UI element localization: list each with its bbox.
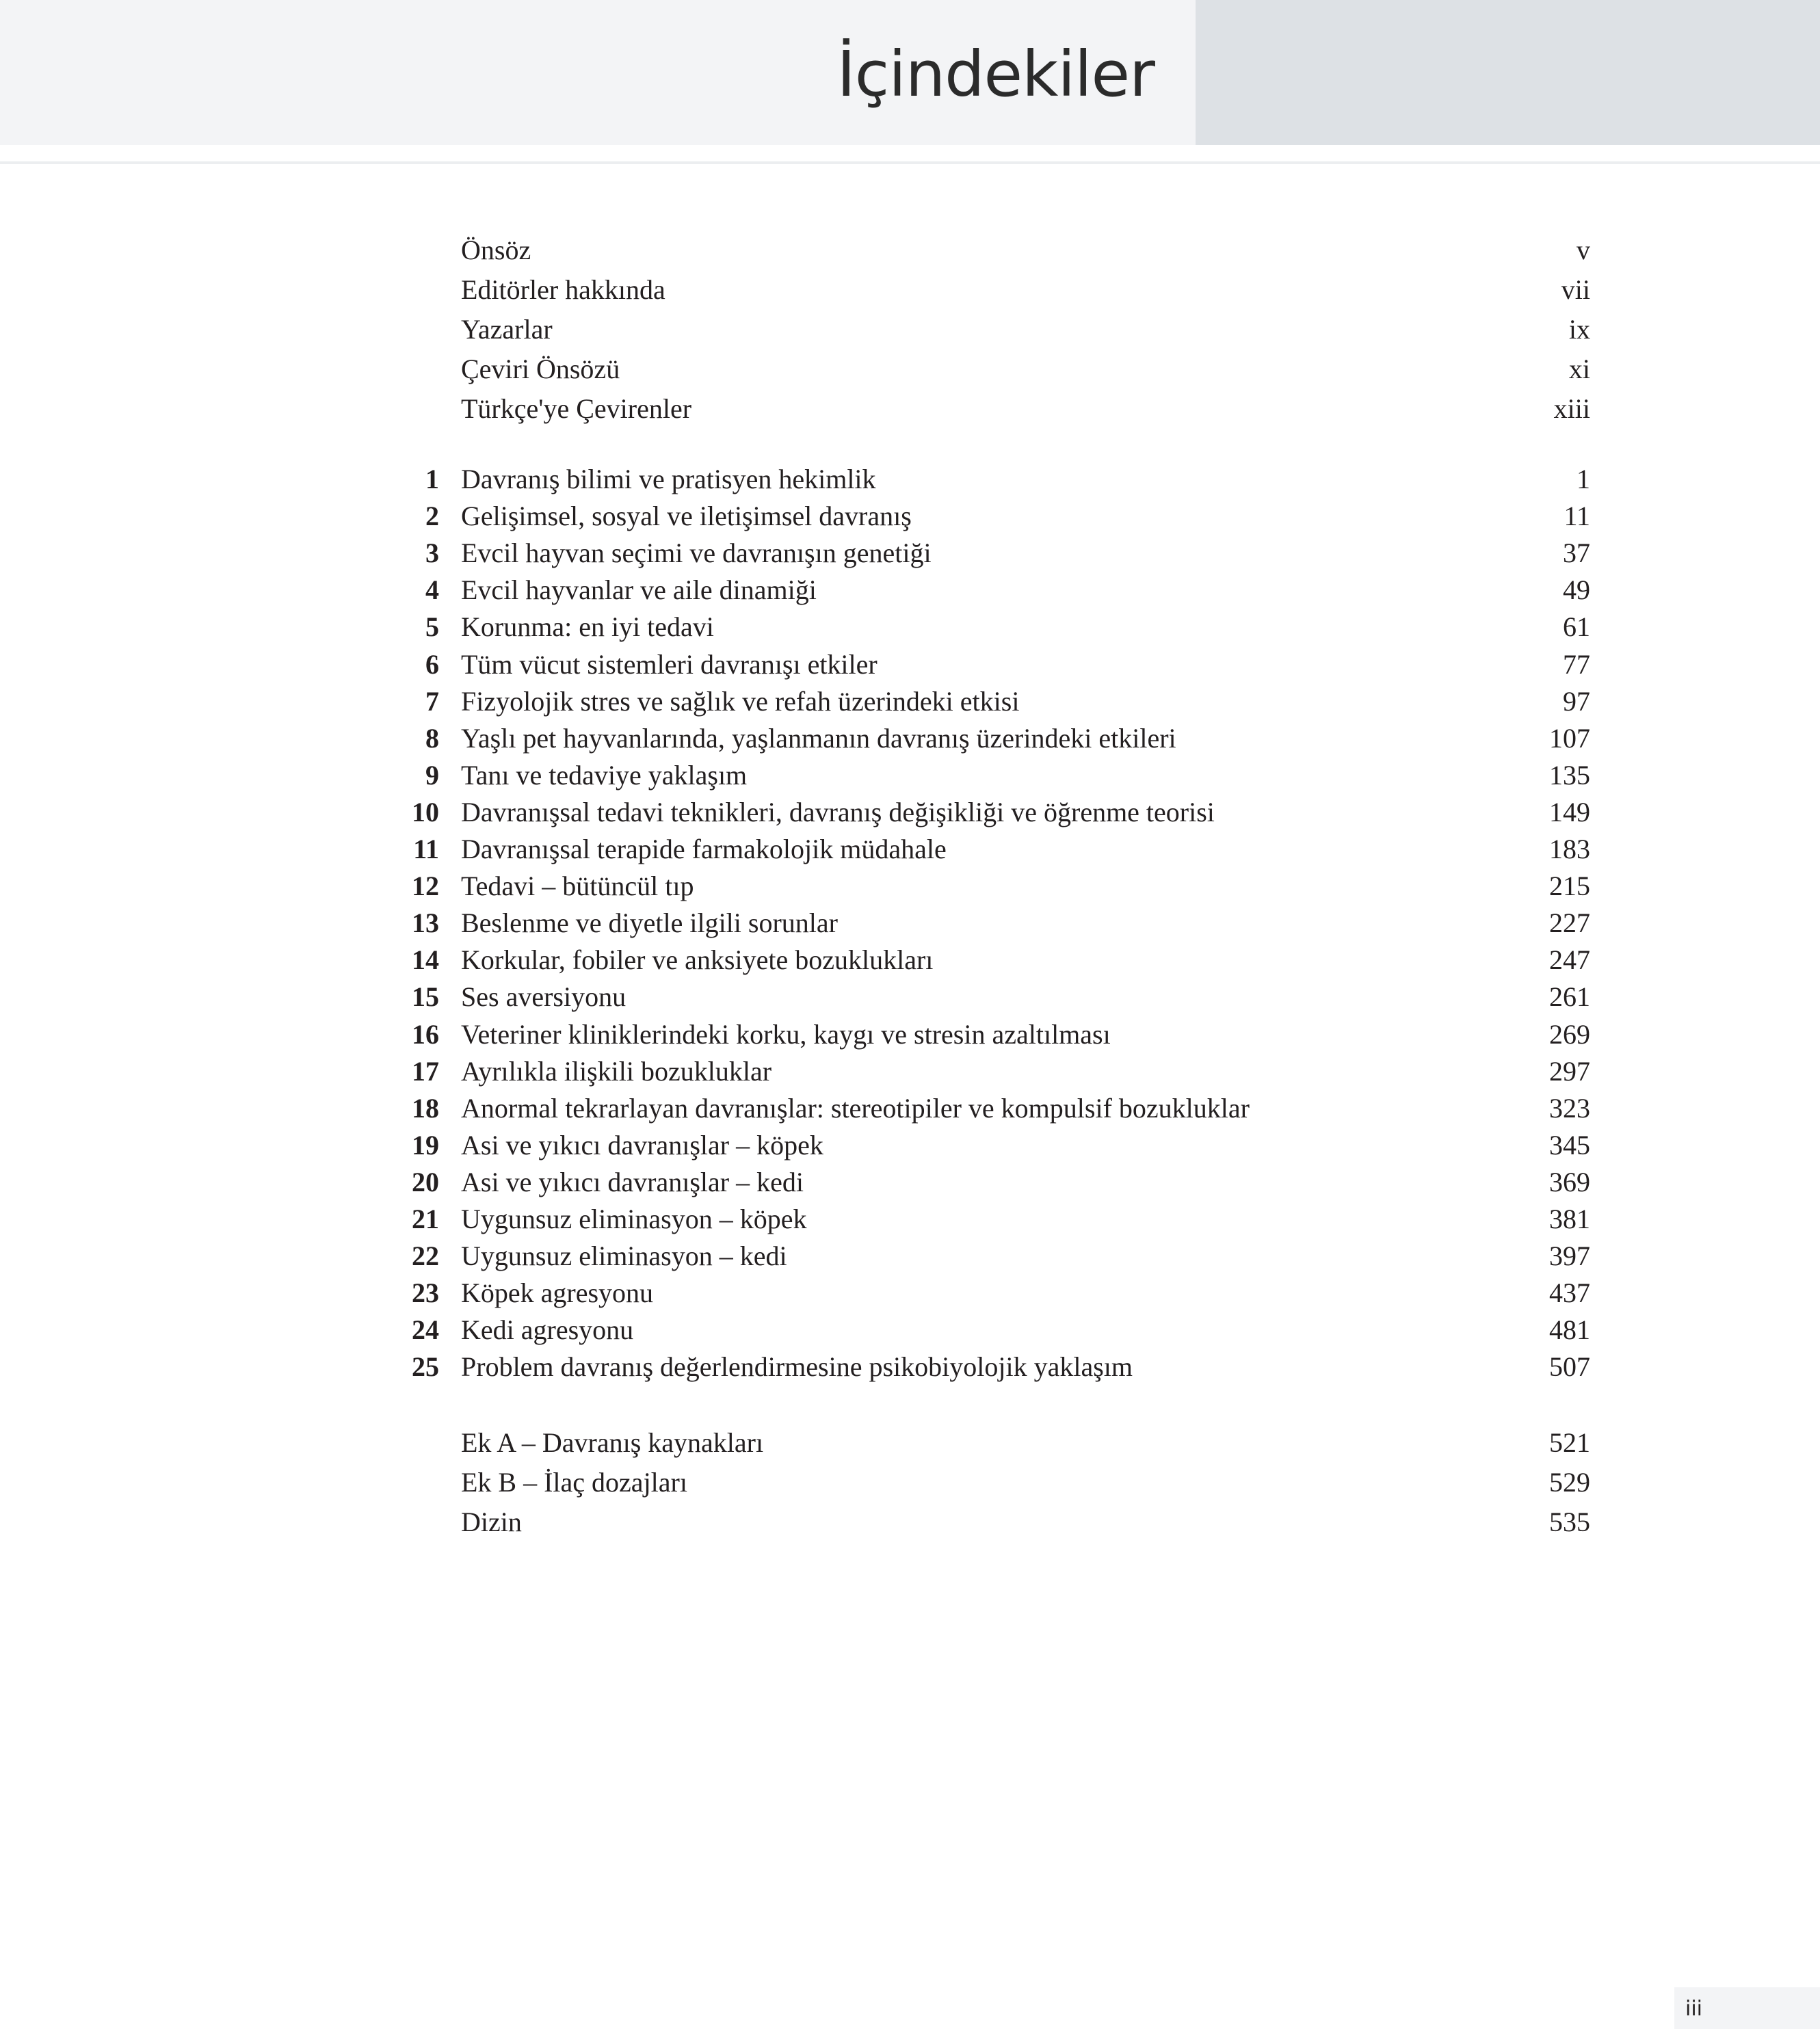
chapter-number: 9 xyxy=(425,759,439,791)
toc-chapter-row[interactable] xyxy=(383,941,1590,979)
entry-page-number: 11 xyxy=(1564,501,1590,532)
entry-page-number: xi xyxy=(1568,354,1590,384)
toc-chapter-row[interactable] xyxy=(383,978,1590,1016)
chapter-number: 14 xyxy=(412,944,439,976)
chapter-number: 22 xyxy=(412,1241,439,1272)
toc-entry-row[interactable] xyxy=(383,271,1590,309)
entry-title: Davranışsal tedavi teknikleri, davranış değişikliği ve öğrenme teorisi xyxy=(461,796,1215,827)
entry-page-number: 49 xyxy=(1563,574,1590,606)
entry-title: Yazarlar xyxy=(461,314,553,345)
entry-title: Dizin xyxy=(461,1507,522,1537)
chapter-number: 8 xyxy=(425,722,439,754)
header-band xyxy=(0,0,1820,145)
entry-page-number: 521 xyxy=(1549,1427,1590,1458)
chapter-number: 18 xyxy=(412,1092,439,1124)
entry-page-number: 215 xyxy=(1549,871,1590,902)
entry-page-number: 149 xyxy=(1549,796,1590,827)
entry-page-number: 437 xyxy=(1549,1277,1590,1309)
chapter-number: 3 xyxy=(425,538,439,569)
chapter-number: 25 xyxy=(412,1351,439,1383)
chapter-number: 20 xyxy=(412,1166,439,1197)
entry-page-number: 37 xyxy=(1563,538,1590,569)
chapter-number: 5 xyxy=(425,611,439,643)
toc-entry-row[interactable] xyxy=(383,231,1590,269)
chapter-number: 12 xyxy=(412,871,439,902)
toc-chapter-row[interactable] xyxy=(383,756,1590,795)
chapter-number: 2 xyxy=(425,501,439,532)
toc-entry-row[interactable] xyxy=(383,1463,1590,1502)
entry-page-number: 183 xyxy=(1549,834,1590,864)
entry-page-number: 227 xyxy=(1549,907,1590,939)
entry-page-number: 297 xyxy=(1549,1055,1590,1087)
entry-page-number: 535 xyxy=(1549,1507,1590,1537)
toc-entry-row[interactable] xyxy=(383,350,1590,388)
entry-page-number: 323 xyxy=(1549,1092,1590,1124)
entry-page-number: 529 xyxy=(1549,1467,1590,1498)
entry-title: Ayrılıkla ilişkili bozukluklar xyxy=(461,1055,772,1087)
chapter-number: 24 xyxy=(412,1314,439,1346)
page-title: İçindekiler xyxy=(836,38,1155,111)
toc-chapter-row[interactable] xyxy=(383,460,1590,499)
toc-entry-row[interactable] xyxy=(383,310,1590,349)
chapter-number: 11 xyxy=(413,834,439,864)
entry-title: Uygunsuz eliminasyon – köpek xyxy=(461,1204,807,1234)
entry-page-number: 247 xyxy=(1549,944,1590,976)
entry-title: Beslenme ve diyetle ilgili sorunlar xyxy=(461,907,838,939)
entry-title: Asi ve yıkıcı davranışlar – köpek xyxy=(461,1129,823,1161)
entry-title: Tanı ve tedaviye yaklaşım xyxy=(461,759,748,791)
toc-chapter-row[interactable] xyxy=(383,867,1590,905)
toc-chapter-row[interactable] xyxy=(383,1311,1590,1349)
entry-page-number: 269 xyxy=(1549,1018,1590,1050)
entry-page-number: 507 xyxy=(1549,1351,1590,1383)
chapter-number: 23 xyxy=(412,1277,439,1309)
entry-title: Tüm vücut sistemleri davranışı etkiler xyxy=(461,648,878,680)
page-number: iii xyxy=(1685,1997,1703,2021)
chapter-number: 19 xyxy=(412,1129,439,1161)
entry-page-number: 77 xyxy=(1563,648,1590,680)
entry-title: Köpek agresyonu xyxy=(461,1277,654,1309)
entry-page-number: xiii xyxy=(1553,393,1590,424)
chapter-number: 1 xyxy=(425,464,439,494)
entry-page-number: 397 xyxy=(1549,1241,1590,1272)
toc-chapter-row[interactable] xyxy=(383,608,1590,646)
toc-entry-row[interactable] xyxy=(383,1503,1590,1541)
toc-chapter-row[interactable] xyxy=(383,904,1590,942)
toc-chapter-row[interactable] xyxy=(383,793,1590,832)
header-divider xyxy=(0,161,1820,164)
chapter-number: 16 xyxy=(412,1018,439,1050)
chapter-number: 15 xyxy=(412,981,439,1013)
toc-chapter-row[interactable] xyxy=(383,1089,1590,1128)
entry-title: Ek A – Davranış kaynakları xyxy=(461,1427,764,1458)
toc-chapter-row[interactable] xyxy=(383,719,1590,758)
entry-title: Tedavi – bütüncül tıp xyxy=(461,871,694,902)
entry-title: Uygunsuz eliminasyon – kedi xyxy=(461,1241,787,1272)
toc-chapter-row[interactable] xyxy=(383,1274,1590,1312)
toc-chapter-row[interactable] xyxy=(383,497,1590,535)
entry-title: Evcil hayvan seçimi ve davranışın genetiği xyxy=(461,538,932,569)
chapter-number: 4 xyxy=(425,574,439,606)
chapter-number: 10 xyxy=(412,796,439,827)
toc-chapter-row[interactable] xyxy=(383,682,1590,721)
entry-title: Problem davranış değerlendirmesine psikobiyolojik yaklaşım xyxy=(461,1351,1133,1383)
entry-page-number: 369 xyxy=(1549,1166,1590,1197)
entry-page-number: 381 xyxy=(1549,1204,1590,1234)
entry-title: Editörler hakkında xyxy=(461,274,665,305)
entry-page-number: vii xyxy=(1561,274,1590,305)
header-dark-panel xyxy=(1196,0,1820,145)
chapter-number: 7 xyxy=(425,685,439,717)
toc-entry-row[interactable] xyxy=(383,1424,1590,1462)
chapter-number: 13 xyxy=(412,907,439,939)
toc-chapter-row[interactable] xyxy=(383,1348,1590,1386)
chapter-number: 6 xyxy=(425,648,439,680)
entry-title: Türkçe'ye Çevirenler xyxy=(461,393,692,424)
entry-title: Korunma: en iyi tedavi xyxy=(461,611,714,643)
entry-page-number: 107 xyxy=(1549,722,1590,754)
entry-title: Gelişimsel, sosyal ve iletişimsel davranış xyxy=(461,501,912,532)
toc-chapter-row[interactable] xyxy=(383,571,1590,609)
toc-chapter-row[interactable] xyxy=(383,830,1590,868)
entry-page-number: ix xyxy=(1568,314,1590,345)
toc-chapter-row[interactable] xyxy=(383,1052,1590,1091)
entry-title: Evcil hayvanlar ve aile dinamiği xyxy=(461,574,817,606)
entry-title: Asi ve yıkıcı davranışlar – kedi xyxy=(461,1166,804,1197)
entry-page-number: 97 xyxy=(1563,685,1590,717)
toc-chapter-row[interactable] xyxy=(383,646,1590,684)
toc-chapter-row[interactable] xyxy=(383,534,1590,572)
entry-title: Kedi agresyonu xyxy=(461,1314,634,1346)
entry-page-number: v xyxy=(1577,235,1590,265)
entry-title: Ses aversiyonu xyxy=(461,981,627,1013)
toc-chapter-row[interactable] xyxy=(383,1237,1590,1275)
entry-title: Korkular, fobiler ve anksiyete bozuklukları xyxy=(461,944,934,976)
chapter-number: 17 xyxy=(412,1055,439,1087)
entry-page-number: 135 xyxy=(1549,759,1590,791)
entry-title: Anormal tekrarlayan davranışlar: stereotipiler ve kompulsif bozukluklar xyxy=(461,1092,1250,1124)
entry-title: Yaşlı pet hayvanlarında, yaşlanmanın davranış üzerindeki etkileri xyxy=(461,722,1176,754)
toc-chapter-row[interactable] xyxy=(383,1016,1590,1054)
toc-chapter-row[interactable] xyxy=(383,1126,1590,1165)
entry-title: Önsöz xyxy=(461,235,531,265)
toc-chapter-row[interactable] xyxy=(383,1200,1590,1238)
chapter-number: 21 xyxy=(412,1204,439,1234)
entry-title: Davranış bilimi ve pratisyen hekimlik xyxy=(461,464,876,494)
entry-page-number: 345 xyxy=(1549,1129,1590,1161)
entry-title: Çeviri Önsözü xyxy=(461,354,620,384)
entry-title: Davranışsal terapide farmakolojik müdahale xyxy=(461,834,947,864)
entry-title: Veteriner kliniklerindeki korku, kaygı ve stresin azaltılması xyxy=(461,1018,1111,1050)
toc-chapter-row[interactable] xyxy=(383,1163,1590,1202)
entry-title: Fizyolojik stres ve sağlık ve refah üzerindeki etkisi xyxy=(461,685,1020,717)
entry-page-number: 481 xyxy=(1549,1314,1590,1346)
entry-page-number: 61 xyxy=(1563,611,1590,643)
entry-page-number: 261 xyxy=(1549,981,1590,1013)
toc-entry-row[interactable] xyxy=(383,390,1590,428)
entry-page-number: 1 xyxy=(1577,464,1590,494)
entry-title: Ek B – İlaç dozajları xyxy=(461,1467,687,1498)
